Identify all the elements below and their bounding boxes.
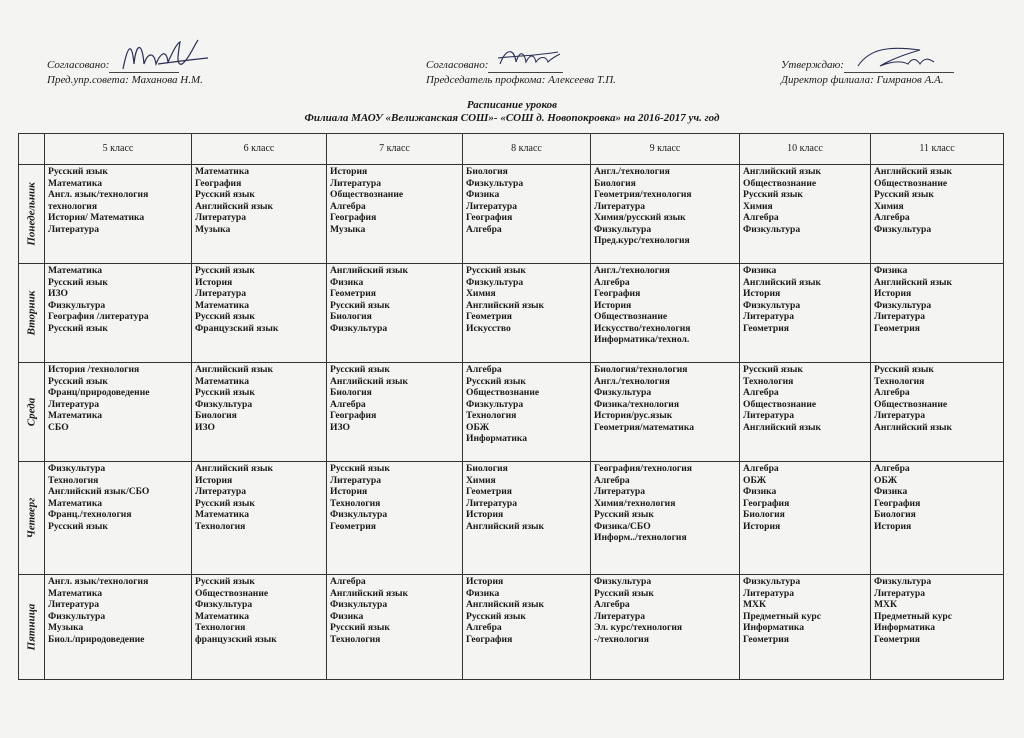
day-label: Пятница — [24, 603, 37, 651]
lesson-item: Русский язык — [330, 463, 390, 474]
lesson-item: Физкультура — [743, 223, 801, 235]
lesson-item: Физкультура — [48, 610, 106, 622]
lesson-item: Биология — [594, 177, 636, 189]
lesson-item: Биология — [466, 166, 508, 177]
lesson-item: Информатика — [466, 433, 528, 444]
lesson-item: Русский язык — [594, 509, 654, 520]
lesson-item: История — [743, 288, 781, 299]
lesson-item: Русский язык — [195, 576, 255, 587]
lesson-item: Физкультура — [466, 398, 524, 410]
lesson-item: Биология — [330, 311, 372, 322]
lesson-item: Русский язык — [195, 265, 255, 276]
lesson-item: Литература — [874, 587, 926, 599]
approval-role: Пред.упр.совета: Маханова Н.М. — [47, 74, 203, 86]
lesson-item: Геометрия — [330, 288, 376, 299]
lesson-item: Литература — [743, 410, 795, 421]
lesson-item: География /литература — [48, 311, 149, 322]
lesson-item: Геометрия — [743, 322, 789, 334]
lessons-cell — [192, 165, 327, 264]
lesson-item: Литература — [594, 610, 646, 622]
lesson-item: Химия — [743, 200, 773, 212]
lesson-item: Химия/русский язык — [594, 212, 686, 223]
lesson-item: История — [743, 520, 781, 532]
lesson-item: Геометрия/технология — [594, 189, 692, 200]
lesson-item: Биология — [466, 463, 508, 474]
lesson-item: Алгебра — [330, 576, 366, 587]
lesson-item: Искусство — [466, 322, 511, 334]
lesson-item: Русский язык — [874, 364, 934, 375]
lesson-item: Литература — [743, 587, 795, 599]
lesson-item: Алгебра — [466, 364, 502, 375]
lessons-cell — [591, 575, 740, 680]
lesson-item: Математика — [195, 375, 250, 387]
lesson-item: Музыка — [195, 223, 231, 235]
lessons-cell — [871, 462, 1004, 575]
lesson-item: Русский язык — [466, 265, 526, 276]
lessons-cell — [327, 363, 463, 462]
lessons-cell — [327, 165, 463, 264]
lesson-item: Физкультура — [48, 299, 106, 311]
lesson-item: История — [330, 486, 368, 497]
day-row — [19, 462, 1004, 575]
lesson-item: Русский язык — [48, 276, 108, 288]
lesson-item: Физика — [330, 276, 364, 288]
lesson-item: Алгебра — [594, 474, 630, 486]
lesson-item: Физкультура — [594, 223, 652, 235]
lesson-item: Литература — [594, 486, 646, 497]
lesson-item: Физика — [874, 265, 908, 276]
lesson-item: Русский язык — [466, 610, 526, 622]
lesson-item: Физика/СБО — [594, 520, 651, 532]
lesson-item: Биология/технология — [594, 364, 688, 375]
lesson-item: Геометрия — [874, 322, 920, 334]
lesson-item: Обществознание — [330, 189, 404, 200]
lesson-item: Литература — [330, 474, 382, 486]
lesson-item: Геометрия/математика — [594, 421, 695, 433]
lesson-item: Музыка — [330, 223, 366, 235]
lesson-item: География — [330, 410, 377, 421]
lesson-item: Информатика/технол. — [594, 334, 690, 345]
signature-board — [118, 34, 213, 79]
day-cell — [19, 575, 45, 680]
lessons-cell — [591, 363, 740, 462]
lesson-item: География — [330, 212, 377, 223]
lesson-item: Алгебра — [594, 599, 630, 610]
lesson-item: Физкультура — [874, 223, 932, 235]
lessons-cell — [871, 165, 1004, 264]
day-label: Понедельник — [24, 182, 37, 246]
lesson-item: Физика — [466, 587, 500, 599]
lesson-item: История — [195, 474, 233, 486]
lesson-item: Русский язык — [195, 189, 255, 200]
lesson-item: Литература — [195, 212, 247, 223]
lesson-item: технология — [48, 200, 98, 212]
lesson-item: Русский язык — [195, 311, 255, 322]
lesson-item: История — [466, 576, 504, 587]
lesson-item: Литература — [48, 398, 100, 410]
corner-cell — [19, 134, 45, 165]
lesson-item: Алгебра — [743, 387, 779, 398]
lesson-item: СБО — [48, 421, 69, 433]
lesson-item: Технология — [743, 375, 794, 387]
lesson-item: Технология — [466, 410, 517, 421]
lesson-item: Физика — [743, 265, 777, 276]
lesson-item: Физкультура — [48, 463, 106, 474]
lessons-cell — [463, 165, 591, 264]
approvals-header — [0, 0, 1024, 90]
lesson-item: География — [466, 633, 513, 645]
lesson-item: ОБЖ — [743, 474, 767, 486]
lesson-item: Физкультура — [195, 398, 253, 410]
lesson-item: Английский язык — [874, 421, 953, 433]
lesson-item: Английский язык — [466, 520, 545, 532]
day-cell — [19, 363, 45, 462]
day-row — [19, 363, 1004, 462]
column-header: 8 класс — [463, 134, 591, 165]
lessons-cell — [192, 264, 327, 363]
lesson-item: История — [594, 299, 632, 311]
lessons-cell — [871, 363, 1004, 462]
approval-label: Согласовано: — [426, 59, 489, 71]
lesson-item: Алгебра — [874, 212, 910, 223]
lessons-cell — [740, 363, 871, 462]
lesson-item: Алгебра — [874, 387, 910, 398]
lesson-item: Предметный курс — [743, 610, 822, 622]
lesson-item: Физкультура — [466, 177, 524, 189]
lesson-item: История/ Математика — [48, 212, 145, 223]
lesson-item: Физика — [743, 486, 777, 497]
lesson-item: Русский язык — [330, 364, 390, 375]
lessons-cell — [192, 462, 327, 575]
lessons-cell — [45, 363, 192, 462]
lesson-item: Физкультура — [330, 599, 388, 610]
lesson-item: Алгебра — [466, 223, 502, 235]
lesson-item: История — [874, 520, 912, 532]
lessons-cell — [871, 264, 1004, 363]
lesson-item: Предметный курс — [874, 610, 953, 622]
lesson-item: Технология — [195, 622, 246, 633]
lesson-item: Геометрия — [466, 311, 512, 322]
lessons-cell — [45, 165, 192, 264]
lesson-item: Литература — [594, 200, 646, 212]
day-label: Вторник — [24, 290, 37, 336]
lesson-item: Английский язык — [195, 200, 274, 212]
column-header: 6 класс — [192, 134, 327, 165]
lesson-item: Обществознание — [195, 587, 269, 599]
lesson-item: Литература — [48, 223, 100, 235]
lessons-cell — [463, 264, 591, 363]
lesson-item: Литература — [874, 410, 926, 421]
lesson-item: ИЗО — [195, 421, 215, 433]
lesson-item: Литература — [874, 311, 926, 322]
lesson-item: История — [330, 166, 368, 177]
lesson-item: Физкультура — [743, 299, 801, 311]
title-line1: Расписание уроков — [466, 99, 558, 111]
lesson-item: Биол./природоведение — [48, 633, 145, 645]
lessons-cell — [45, 462, 192, 575]
lesson-item: Англ. язык/технология — [48, 189, 149, 200]
lesson-item: Информатика — [743, 622, 805, 633]
lesson-item: Русский язык — [195, 497, 255, 509]
lesson-item: Обществознание — [466, 387, 540, 398]
lesson-item: Алгебра — [743, 463, 779, 474]
lesson-item: Обществознание — [743, 177, 817, 189]
lesson-item: Литература — [466, 497, 518, 509]
lesson-item: География — [743, 497, 790, 509]
day-row — [19, 165, 1004, 264]
lesson-item: Русский язык — [466, 375, 526, 387]
lessons-cell — [45, 575, 192, 680]
lessons-cell — [740, 575, 871, 680]
lesson-item: Технология — [330, 633, 381, 645]
column-header: 9 класс — [591, 134, 740, 165]
signature-union — [494, 44, 564, 72]
lessons-cell — [740, 264, 871, 363]
lesson-item: Химия — [466, 288, 496, 299]
lesson-item: Алгебра — [330, 200, 366, 212]
lesson-item: Обществознание — [594, 311, 668, 322]
lesson-item: Музыка — [48, 622, 84, 633]
lesson-item: Физкультура — [874, 576, 932, 587]
lessons-cell — [192, 363, 327, 462]
day-label: Среда — [24, 397, 37, 427]
lesson-item: Литература — [743, 311, 795, 322]
lesson-item: Русский язык — [48, 375, 108, 387]
lesson-item: Информатика — [874, 622, 936, 633]
column-header: 5 класс — [45, 134, 192, 165]
lesson-item: ИЗО — [48, 288, 68, 299]
day-cell — [19, 462, 45, 575]
lesson-item: Английский язык/СБО — [48, 486, 150, 497]
document-title — [0, 99, 1024, 125]
lesson-item: Русский язык — [48, 166, 108, 177]
approval-label: Согласовано: — [47, 59, 110, 71]
lesson-item: Физкультура — [466, 276, 524, 288]
lesson-item: Математика — [48, 410, 103, 421]
lesson-item: География — [594, 288, 641, 299]
lesson-item: История — [874, 288, 912, 299]
signature-director — [850, 44, 940, 74]
lesson-item: Алгебра — [330, 398, 366, 410]
lesson-item: МХК — [874, 599, 897, 610]
day-row — [19, 575, 1004, 680]
column-header: 10 класс — [740, 134, 871, 165]
lessons-cell — [591, 264, 740, 363]
lesson-item: Технология — [874, 375, 925, 387]
lesson-item: Обществознание — [874, 177, 948, 189]
column-header: 7 класс — [327, 134, 463, 165]
lesson-item: Физкультура — [743, 576, 801, 587]
lesson-item: Французский язык — [195, 322, 279, 334]
lesson-item: Физкультура — [594, 387, 652, 398]
lesson-item: ОБЖ — [466, 421, 490, 433]
lesson-item: Математика — [195, 299, 250, 311]
lesson-item: Биология — [743, 509, 785, 520]
lesson-item: Физика — [330, 610, 364, 622]
lesson-item: Математика — [48, 177, 103, 189]
lesson-item: Англ./технология — [594, 166, 670, 177]
lesson-item: Физкультура — [330, 322, 388, 334]
lesson-item: Русский язык — [594, 587, 654, 599]
lesson-item: Физкультура — [874, 299, 932, 311]
lesson-item: Физкультура — [594, 576, 652, 587]
lesson-item: Английский язык — [466, 599, 545, 610]
lesson-item: Алгебра — [594, 276, 630, 288]
lesson-item: Геометрия — [330, 520, 376, 532]
lesson-item: Химия — [466, 474, 496, 486]
lesson-item: ОБЖ — [874, 474, 898, 486]
lesson-item: История /технология — [48, 364, 140, 375]
approval-role: Председатель профкома: Алексеева Т.П. — [426, 74, 616, 86]
schedule-body — [19, 165, 1004, 680]
day-cell — [19, 264, 45, 363]
approval-role: Директор филиала: Гимранов А.А. — [781, 74, 944, 86]
lesson-item: Литература — [466, 200, 518, 212]
lesson-item: Обществознание — [874, 398, 948, 410]
lesson-item: Эл. курс/технология — [594, 622, 683, 633]
lesson-item: История/рус.язык — [594, 410, 673, 421]
lesson-item: Англ. язык/технология — [48, 576, 149, 587]
lesson-item: Русский язык — [743, 364, 803, 375]
lesson-item: География — [874, 497, 921, 509]
lesson-item: Биология — [330, 387, 372, 398]
lessons-cell — [192, 575, 327, 680]
lesson-item: Пред.курс/технология — [594, 235, 690, 246]
lessons-cell — [871, 575, 1004, 680]
lesson-item: Технология — [195, 520, 246, 532]
lesson-item: Английский язык — [874, 276, 953, 288]
day-row — [19, 264, 1004, 363]
lesson-item: Англ./технология — [594, 375, 670, 387]
lesson-item: Литература — [195, 486, 247, 497]
day-cell — [19, 165, 45, 264]
lesson-item: География — [466, 212, 513, 223]
lessons-cell — [591, 165, 740, 264]
lesson-item: Алгебра — [874, 463, 910, 474]
lessons-cell — [740, 165, 871, 264]
lesson-item: Технология — [330, 497, 381, 509]
lesson-item: Русский язык — [874, 189, 934, 200]
lesson-item: История — [195, 276, 233, 288]
lesson-item: Английский язык — [330, 265, 409, 276]
lesson-item: Технология — [48, 474, 99, 486]
lesson-item: Биология — [195, 410, 237, 421]
schedule-table — [18, 133, 1004, 680]
lesson-item: Русский язык — [48, 322, 108, 334]
lesson-item: ИЗО — [330, 421, 350, 433]
lesson-item: География — [195, 177, 242, 189]
lesson-item: Англ./технология — [594, 265, 670, 276]
lesson-item: Физика — [466, 189, 500, 200]
lesson-item: Искусство/технология — [594, 322, 691, 334]
lesson-item: Английский язык — [195, 463, 274, 474]
day-label: Четверг — [24, 497, 37, 539]
lesson-item: Русский язык — [48, 520, 108, 532]
lesson-item: Русский язык — [330, 299, 390, 311]
lesson-item: Английский язык — [330, 587, 409, 599]
lessons-cell — [463, 575, 591, 680]
lesson-item: Английский язык — [195, 364, 274, 375]
lesson-item: Информ../технология — [594, 532, 687, 543]
lesson-item: Геометрия — [466, 486, 512, 497]
lesson-item: Русский язык — [743, 189, 803, 200]
lesson-item: География/технология — [594, 463, 692, 474]
approval-label: Утверждаю: — [781, 59, 844, 71]
lessons-cell — [327, 264, 463, 363]
lesson-item: Литература — [48, 599, 100, 610]
lessons-cell — [45, 264, 192, 363]
lessons-cell — [740, 462, 871, 575]
lessons-cell — [327, 462, 463, 575]
lesson-item: Английский язык — [743, 166, 822, 177]
lesson-item: Математика — [48, 265, 103, 276]
lesson-item: Литература — [330, 177, 382, 189]
lesson-item: Алгебра — [743, 212, 779, 223]
lesson-item: Литература — [195, 288, 247, 299]
lesson-item: Физика — [874, 486, 908, 497]
lesson-item: Математика — [195, 166, 250, 177]
lesson-item: Физика/технология — [594, 398, 680, 410]
lesson-item: Франц./технология — [48, 509, 132, 520]
lesson-item: Английский язык — [466, 299, 545, 311]
lesson-item: Математика — [48, 497, 103, 509]
lesson-item: Алгебра — [466, 622, 502, 633]
lesson-item: Русский язык — [330, 622, 390, 633]
header-row — [19, 134, 1004, 165]
lesson-item: -/технология — [594, 633, 649, 645]
lesson-item: Геометрия — [874, 633, 920, 645]
lesson-item: Математика — [195, 610, 250, 622]
lessons-cell — [463, 462, 591, 575]
lesson-item: французский язык — [195, 633, 277, 645]
lessons-cell — [591, 462, 740, 575]
lesson-item: Английский язык — [743, 421, 822, 433]
lesson-item: Математика — [48, 587, 103, 599]
lesson-item: Франц/природоведение — [48, 387, 150, 398]
lesson-item: Русский язык — [195, 387, 255, 398]
lesson-item: Математика — [195, 509, 250, 520]
lessons-cell — [327, 575, 463, 680]
title-line2: Филиала МАОУ «Велижанская СОШ»- «СОШ д. Новопокровка» на 2016-2017 уч. год — [304, 112, 720, 124]
column-header: 11 класс — [871, 134, 1004, 165]
lesson-item: Английский язык — [330, 375, 409, 387]
lesson-item: Английский язык — [743, 276, 822, 288]
lesson-item: Обществознание — [743, 398, 817, 410]
lessons-cell — [463, 363, 591, 462]
lesson-item: История — [466, 509, 504, 520]
lesson-item: Геометрия — [743, 633, 789, 645]
lesson-item: МХК — [743, 599, 766, 610]
lesson-item: Физкультура — [195, 599, 253, 610]
lesson-item: Биология — [874, 509, 916, 520]
lesson-item: Химия — [874, 200, 904, 212]
lesson-item: Английский язык — [874, 166, 953, 177]
lesson-item: Химия/технология — [594, 497, 676, 509]
lesson-item: Физкультура — [330, 509, 388, 520]
